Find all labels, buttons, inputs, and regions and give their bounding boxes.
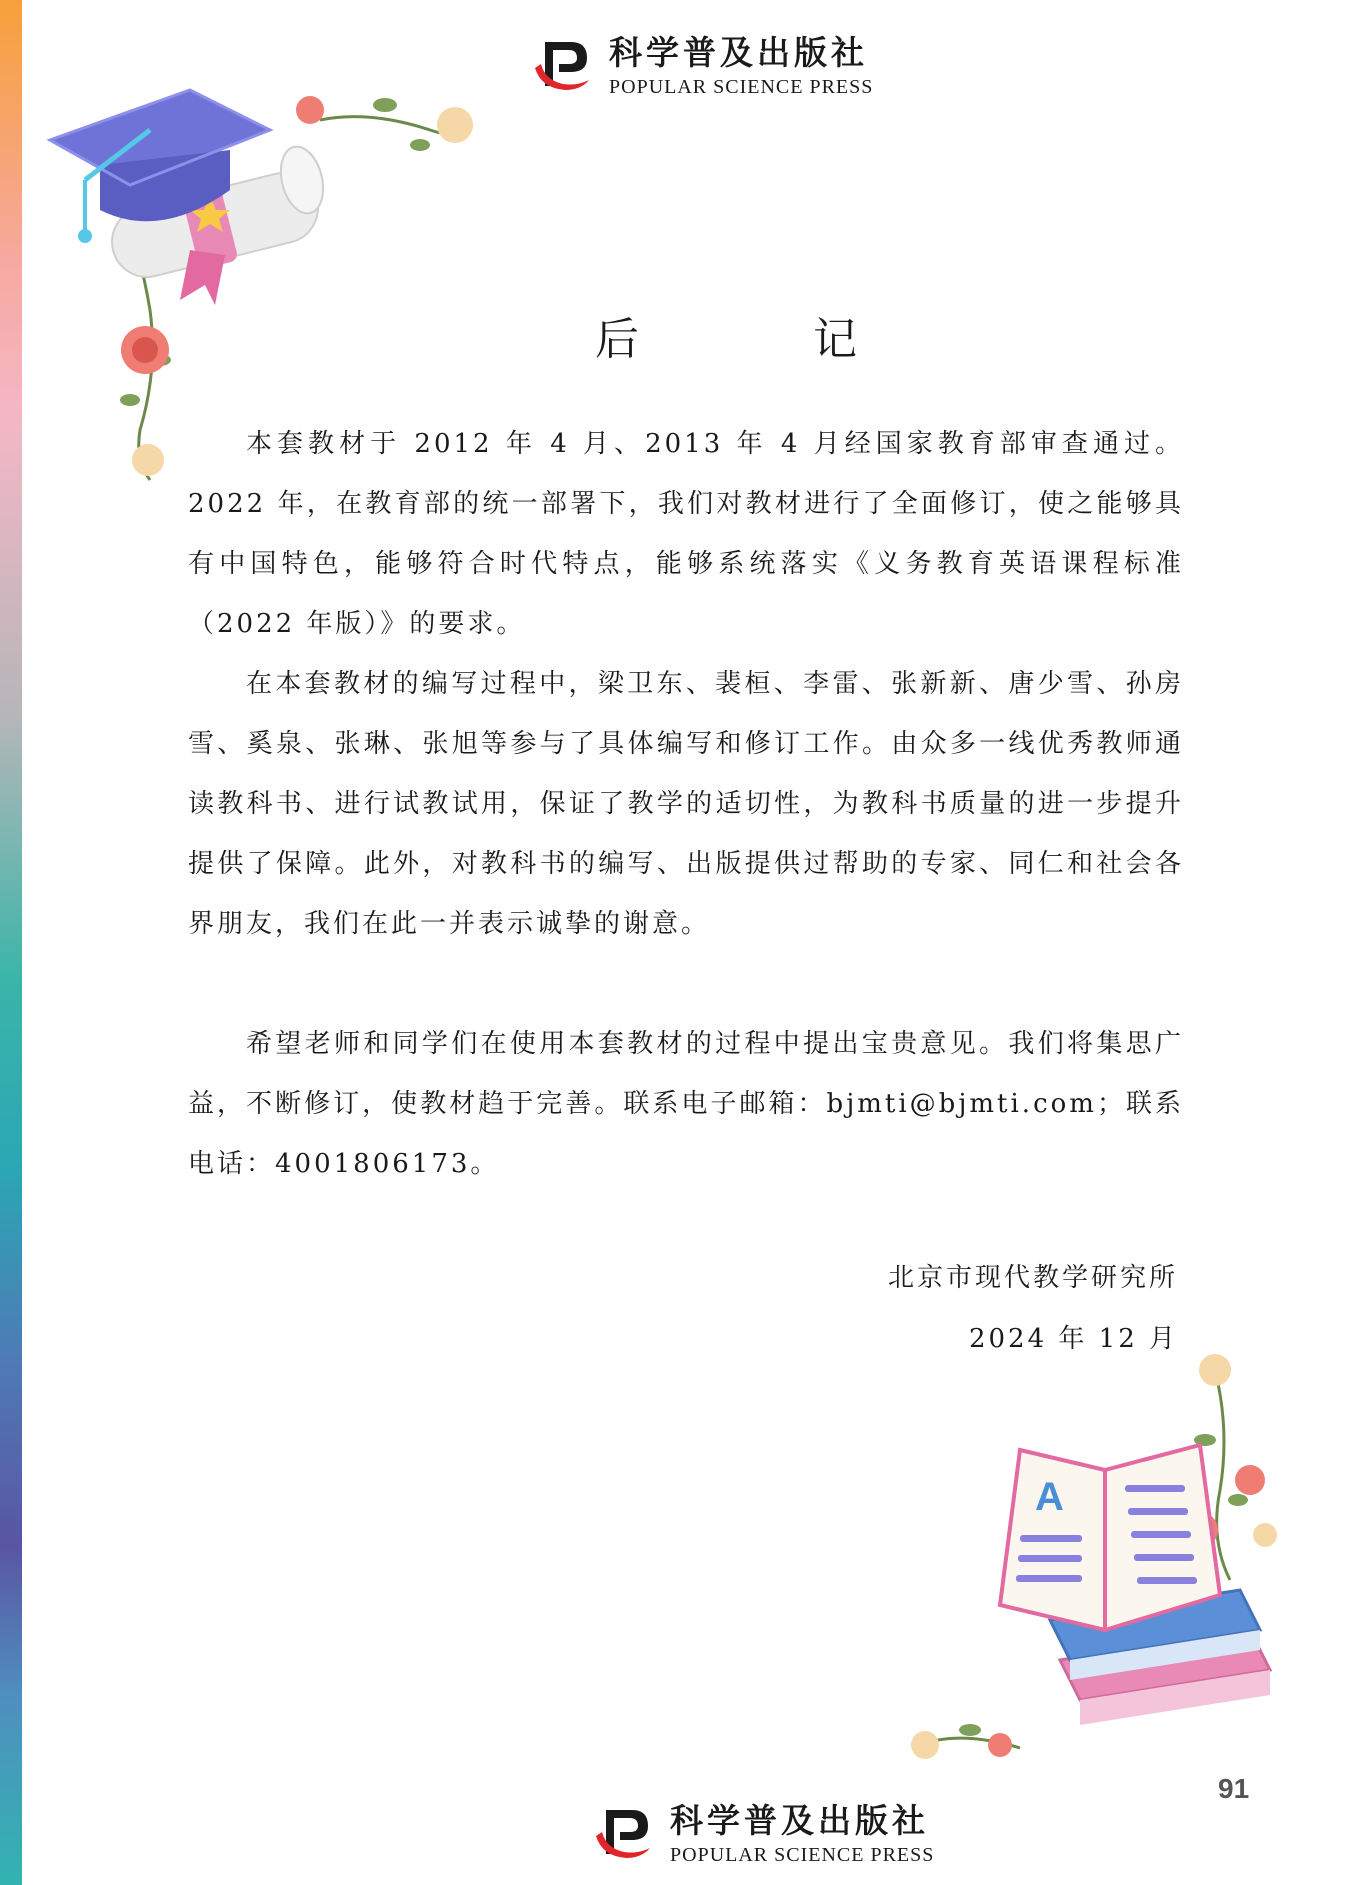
page-number: 91 [1218,1773,1250,1804]
open-book-icon [1000,1445,1220,1630]
publisher-logo-top [531,34,873,98]
signature-date: 2024 年 12 月 [968,1324,1178,1354]
svg-text:A: A [1035,1475,1064,1519]
publisher-name-cn: 科学普及出版社 [609,33,868,72]
publisher-logo-icon [531,34,595,98]
book-decoration [900,1350,1320,1770]
paragraph: 在本套教材的编写过程中，梁卫东、裴桓、李雷、张新新、唐少雪、孙房雪、奚泉、张琳、张旭等参与了具体编写和修订工作。由众多一线优秀教师通读教科书、进行试教试用，保证了教学的适切性，为教科书质量的进一步提升提供了保障。此外，对教科书的编写、出版提供过帮助的专家、同仁和社会各界朋友，我们在此一并表示诚挚的谢意。 [188,669,1184,939]
signature-organization: 北京市现代教学研究所 [887,1263,1178,1293]
publisher-logo-icon [592,1802,656,1866]
publisher-name-en: POPULAR SCIENCE PRESS [609,76,874,98]
side-color-strip [0,0,22,1885]
paragraph: 希望老师和同学们在使用本套教材的过程中提出宝贵意见。我们将集思广益，不断修订，使教材趋于完善。联系电子邮箱：bjmti@bjmti.com；联系电话：4001806173。 [188,1029,1184,1179]
page-title: 后 记 [595,314,937,365]
body-text [188,414,1184,1194]
publisher-name-cn: 科学普及出版社 [670,1801,929,1840]
publisher-name-en: POPULAR SCIENCE PRESS [670,1844,935,1866]
paragraph: 本套教材于 2012 年 4 月、2013 年 4 月经国家教育部审查通过。2022 年，在教育部的统一部署下，我们对教材进行了全面修订，使之能够具有中国特色，能够符合时代特点，能够系统落实《义务教育英语课程标准（2022 年版）》的要求。 [188,429,1184,639]
publisher-logo-bottom [592,1802,934,1866]
